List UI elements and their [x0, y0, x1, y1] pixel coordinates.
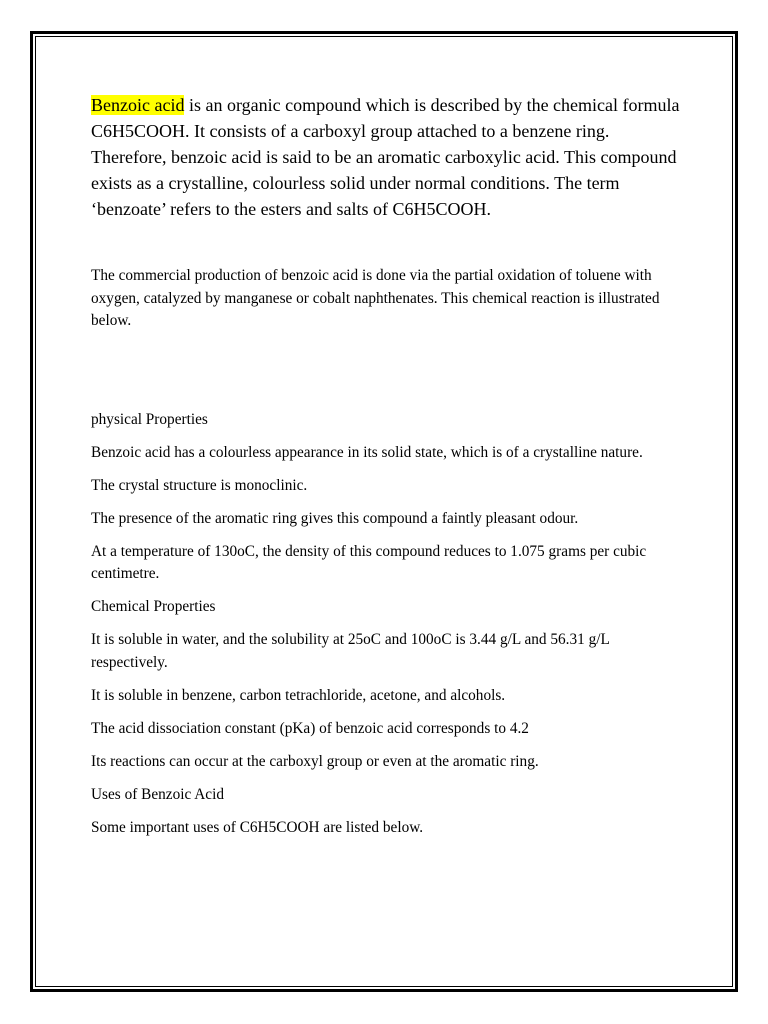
physical-properties-heading: physical Properties — [91, 410, 208, 428]
intro-paragraph — [91, 92, 681, 222]
uses-intro: Some important uses of C6H5COOH are listed below. — [91, 818, 424, 836]
chemical-property-item: It is soluble in water, and the solubility at 25oC and 100oC is 3.44 g/L and 56.31 g/L respectively. — [91, 631, 610, 671]
chemical-property-item: The acid dissociation constant (pKa) of benzoic acid corresponds to 4.2 — [91, 719, 529, 737]
chemical-properties-heading: Chemical Properties — [91, 598, 216, 615]
physical-property-item: The presence of the aromatic ring gives this compound a faintly pleasant odour. — [91, 509, 579, 527]
physical-property-item: At a temperature of 130oC, the density of this compound reduces to 1.075 grams per cubic centimetre. — [91, 542, 647, 582]
physical-property-item: The crystal structure is monoclinic. — [91, 476, 308, 494]
physical-property-item: Benzoic acid has a colourless appearance in its solid state, which is of a crystalline nature. — [91, 443, 643, 461]
chemical-property-item: Its reactions can occur at the carboxyl group or even at the aromatic ring. — [91, 752, 539, 770]
uses-heading: Uses of Benzoic Acid — [91, 785, 224, 803]
chemical-property-item: It is soluble in benzene, carbon tetrachloride, acetone, and alcohols. — [91, 686, 506, 704]
highlighted-term: Benzoic acid — [91, 95, 185, 115]
intro-text: is an organic compound which is described by the chemical formula C6H5COOH. It consists of a carboxyl group attached to a benzene ring. Therefore, benzoic acid is said to be an aromatic carboxylic acid. This compound exists as a crystalline, colourless solid under normal conditions. The term ‘benzoate’ refers to the esters and salts of C6H5COOH. — [91, 95, 680, 219]
production-paragraph: The commercial production of benzoic acid is done via the partial oxidation of toluene with oxygen, catalyzed by manganese or cobalt naphthenates. This chemical reaction is illustrated below. — [91, 267, 660, 329]
document-body — [91, 92, 681, 839]
